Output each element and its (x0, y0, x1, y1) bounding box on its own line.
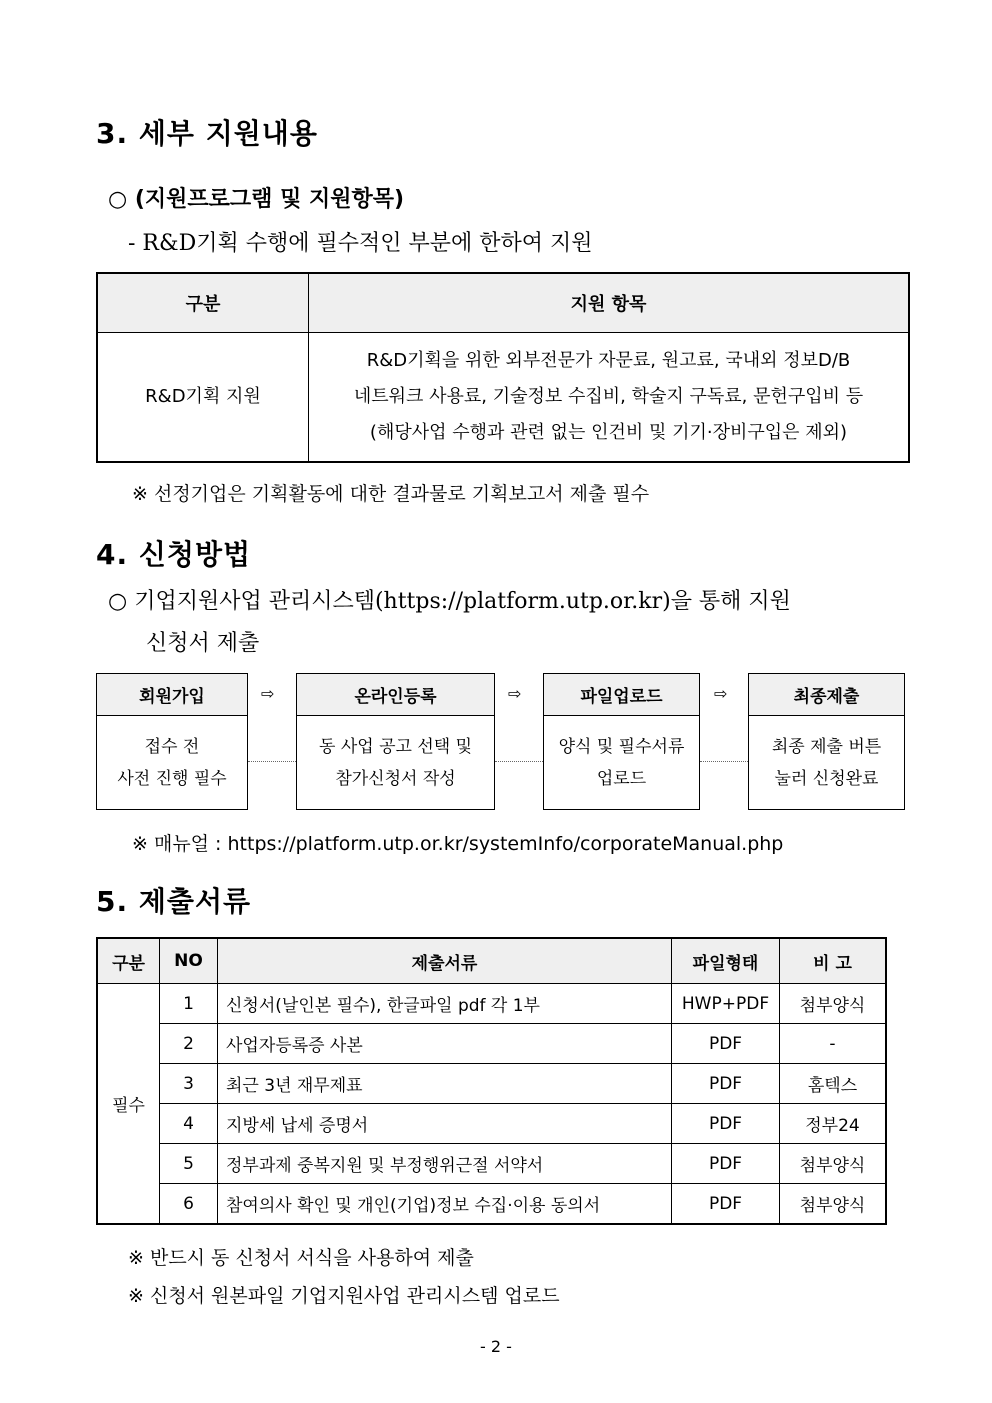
support-items-table (96, 272, 910, 463)
table-header-category: 구분 (97, 273, 309, 333)
section-3-note: ※ 선정기업은 기획활동에 대한 결과물로 기획보고서 제출 필수 (132, 483, 650, 505)
row-no: 5 (160, 1144, 218, 1184)
table-header-items: 지원 항목 (309, 273, 910, 333)
support-item-line: 네트워크 사용료, 기술정보 수집비, 학술지 구독료, 문헌구입비 등 (353, 386, 864, 407)
step-title: 최종제출 (749, 674, 904, 716)
support-category-cell: R&D기획 지원 (97, 333, 309, 463)
arrow-right-icon: ⇨ (508, 684, 522, 703)
col-header-file-type: 파일형태 (672, 938, 780, 984)
section-3-bullet: ○ (지원프로그램 및 지원항목) (108, 187, 405, 212)
row-document: 지방세 납세 증명서 (218, 1104, 672, 1144)
row-remarks: 첨부양식 (780, 1144, 887, 1184)
row-no: 4 (160, 1104, 218, 1144)
col-header-remarks: 비 고 (780, 938, 887, 984)
row-remarks: 정부24 (780, 1104, 887, 1144)
support-item-line: R&D기획을 위한 외부전문가 자문료, 원고료, 국내외 정보D/B (366, 350, 851, 371)
section-4-line-1: ○ 기업지원사업 관리시스템(https://platform.utp.or.kr)을 통해 지원 (108, 589, 791, 614)
support-items-cell (309, 333, 910, 463)
step-title: 파일업로드 (544, 674, 699, 716)
table-row (97, 984, 886, 1024)
step-desc: 사전 진행 필수 (117, 769, 227, 789)
row-remarks: - (780, 1024, 887, 1064)
step-title: 회원가입 (97, 674, 247, 716)
table-row (97, 1144, 886, 1184)
connector-line (700, 761, 748, 762)
connector-line (248, 761, 296, 762)
row-file-type: PDF (672, 1024, 780, 1064)
step-signup (96, 673, 248, 810)
documents-table (96, 937, 887, 1225)
row-document: 최근 3년 재무제표 (218, 1064, 672, 1104)
row-no: 6 (160, 1184, 218, 1225)
step-desc: 양식 및 필수서류 (558, 737, 685, 757)
table-row (97, 1024, 886, 1064)
row-file-type: PDF (672, 1144, 780, 1184)
row-no: 1 (160, 984, 218, 1024)
col-header-category: 구분 (97, 938, 160, 984)
row-no: 3 (160, 1064, 218, 1104)
row-remarks: 홈텍스 (780, 1064, 887, 1104)
step-desc: 최종 제출 버튼 (771, 737, 882, 757)
section-3-subtext: - R&D기획 수행에 필수적인 부분에 한하여 지원 (128, 231, 593, 256)
table-row (97, 1184, 886, 1225)
manual-note: ※ 매뉴얼 : https://platform.utp.or.kr/systemInfo/corporateManual.php (132, 833, 784, 855)
row-document: 신청서(날인본 필수), 한글파일 pdf 각 1부 (218, 984, 672, 1024)
group-cell: 필수 (97, 984, 160, 1225)
arrow-right-icon: ⇨ (714, 684, 728, 703)
table-row (97, 1064, 886, 1104)
row-file-type: PDF (672, 1184, 780, 1225)
row-document: 정부과제 중복지원 및 부정행위근절 서약서 (218, 1144, 672, 1184)
step-desc: 동 사업 공고 선택 및 (319, 737, 472, 757)
section-3-title: 3. 세부 지원내용 (96, 117, 318, 150)
row-document: 사업자등록증 사본 (218, 1024, 672, 1064)
page-number: - 2 - (480, 1337, 512, 1356)
row-file-type: PDF (672, 1104, 780, 1144)
row-no: 2 (160, 1024, 218, 1064)
step-desc: 접수 전 (144, 737, 200, 757)
row-file-type: HWP+PDF (672, 984, 780, 1024)
section-5-note-2: ※ 신청서 원본파일 기업지원사업 관리시스템 업로드 (128, 1285, 560, 1307)
step-final-submit (748, 673, 905, 810)
support-item-line: (해당사업 수행과 관련 없는 인건비 및 기기·장비구입은 제외) (369, 422, 848, 443)
step-file-upload (543, 673, 700, 810)
col-header-no: NO (160, 938, 218, 984)
table-row (97, 1104, 886, 1144)
section-5-title: 5. 제출서류 (96, 885, 252, 918)
step-desc: 눌러 신청완료 (774, 769, 879, 789)
section-4-line-2: 신청서 제출 (146, 631, 260, 656)
section-5-note-1: ※ 반드시 동 신청서 서식을 사용하여 제출 (128, 1247, 474, 1269)
row-document: 참여의사 확인 및 개인(기업)정보 수집·이용 동의서 (218, 1184, 672, 1225)
step-title: 온라인등록 (297, 674, 494, 716)
arrow-right-icon: ⇨ (261, 684, 275, 703)
row-remarks: 첨부양식 (780, 1184, 887, 1225)
row-file-type: PDF (672, 1064, 780, 1104)
step-desc: 업로드 (596, 769, 647, 789)
col-header-document: 제출서류 (218, 938, 672, 984)
step-desc: 참가신청서 작성 (335, 769, 456, 789)
connector-line (495, 761, 543, 762)
section-4-title: 4. 신청방법 (96, 538, 252, 571)
row-remarks: 첨부양식 (780, 984, 887, 1024)
step-online-registration (296, 673, 495, 810)
